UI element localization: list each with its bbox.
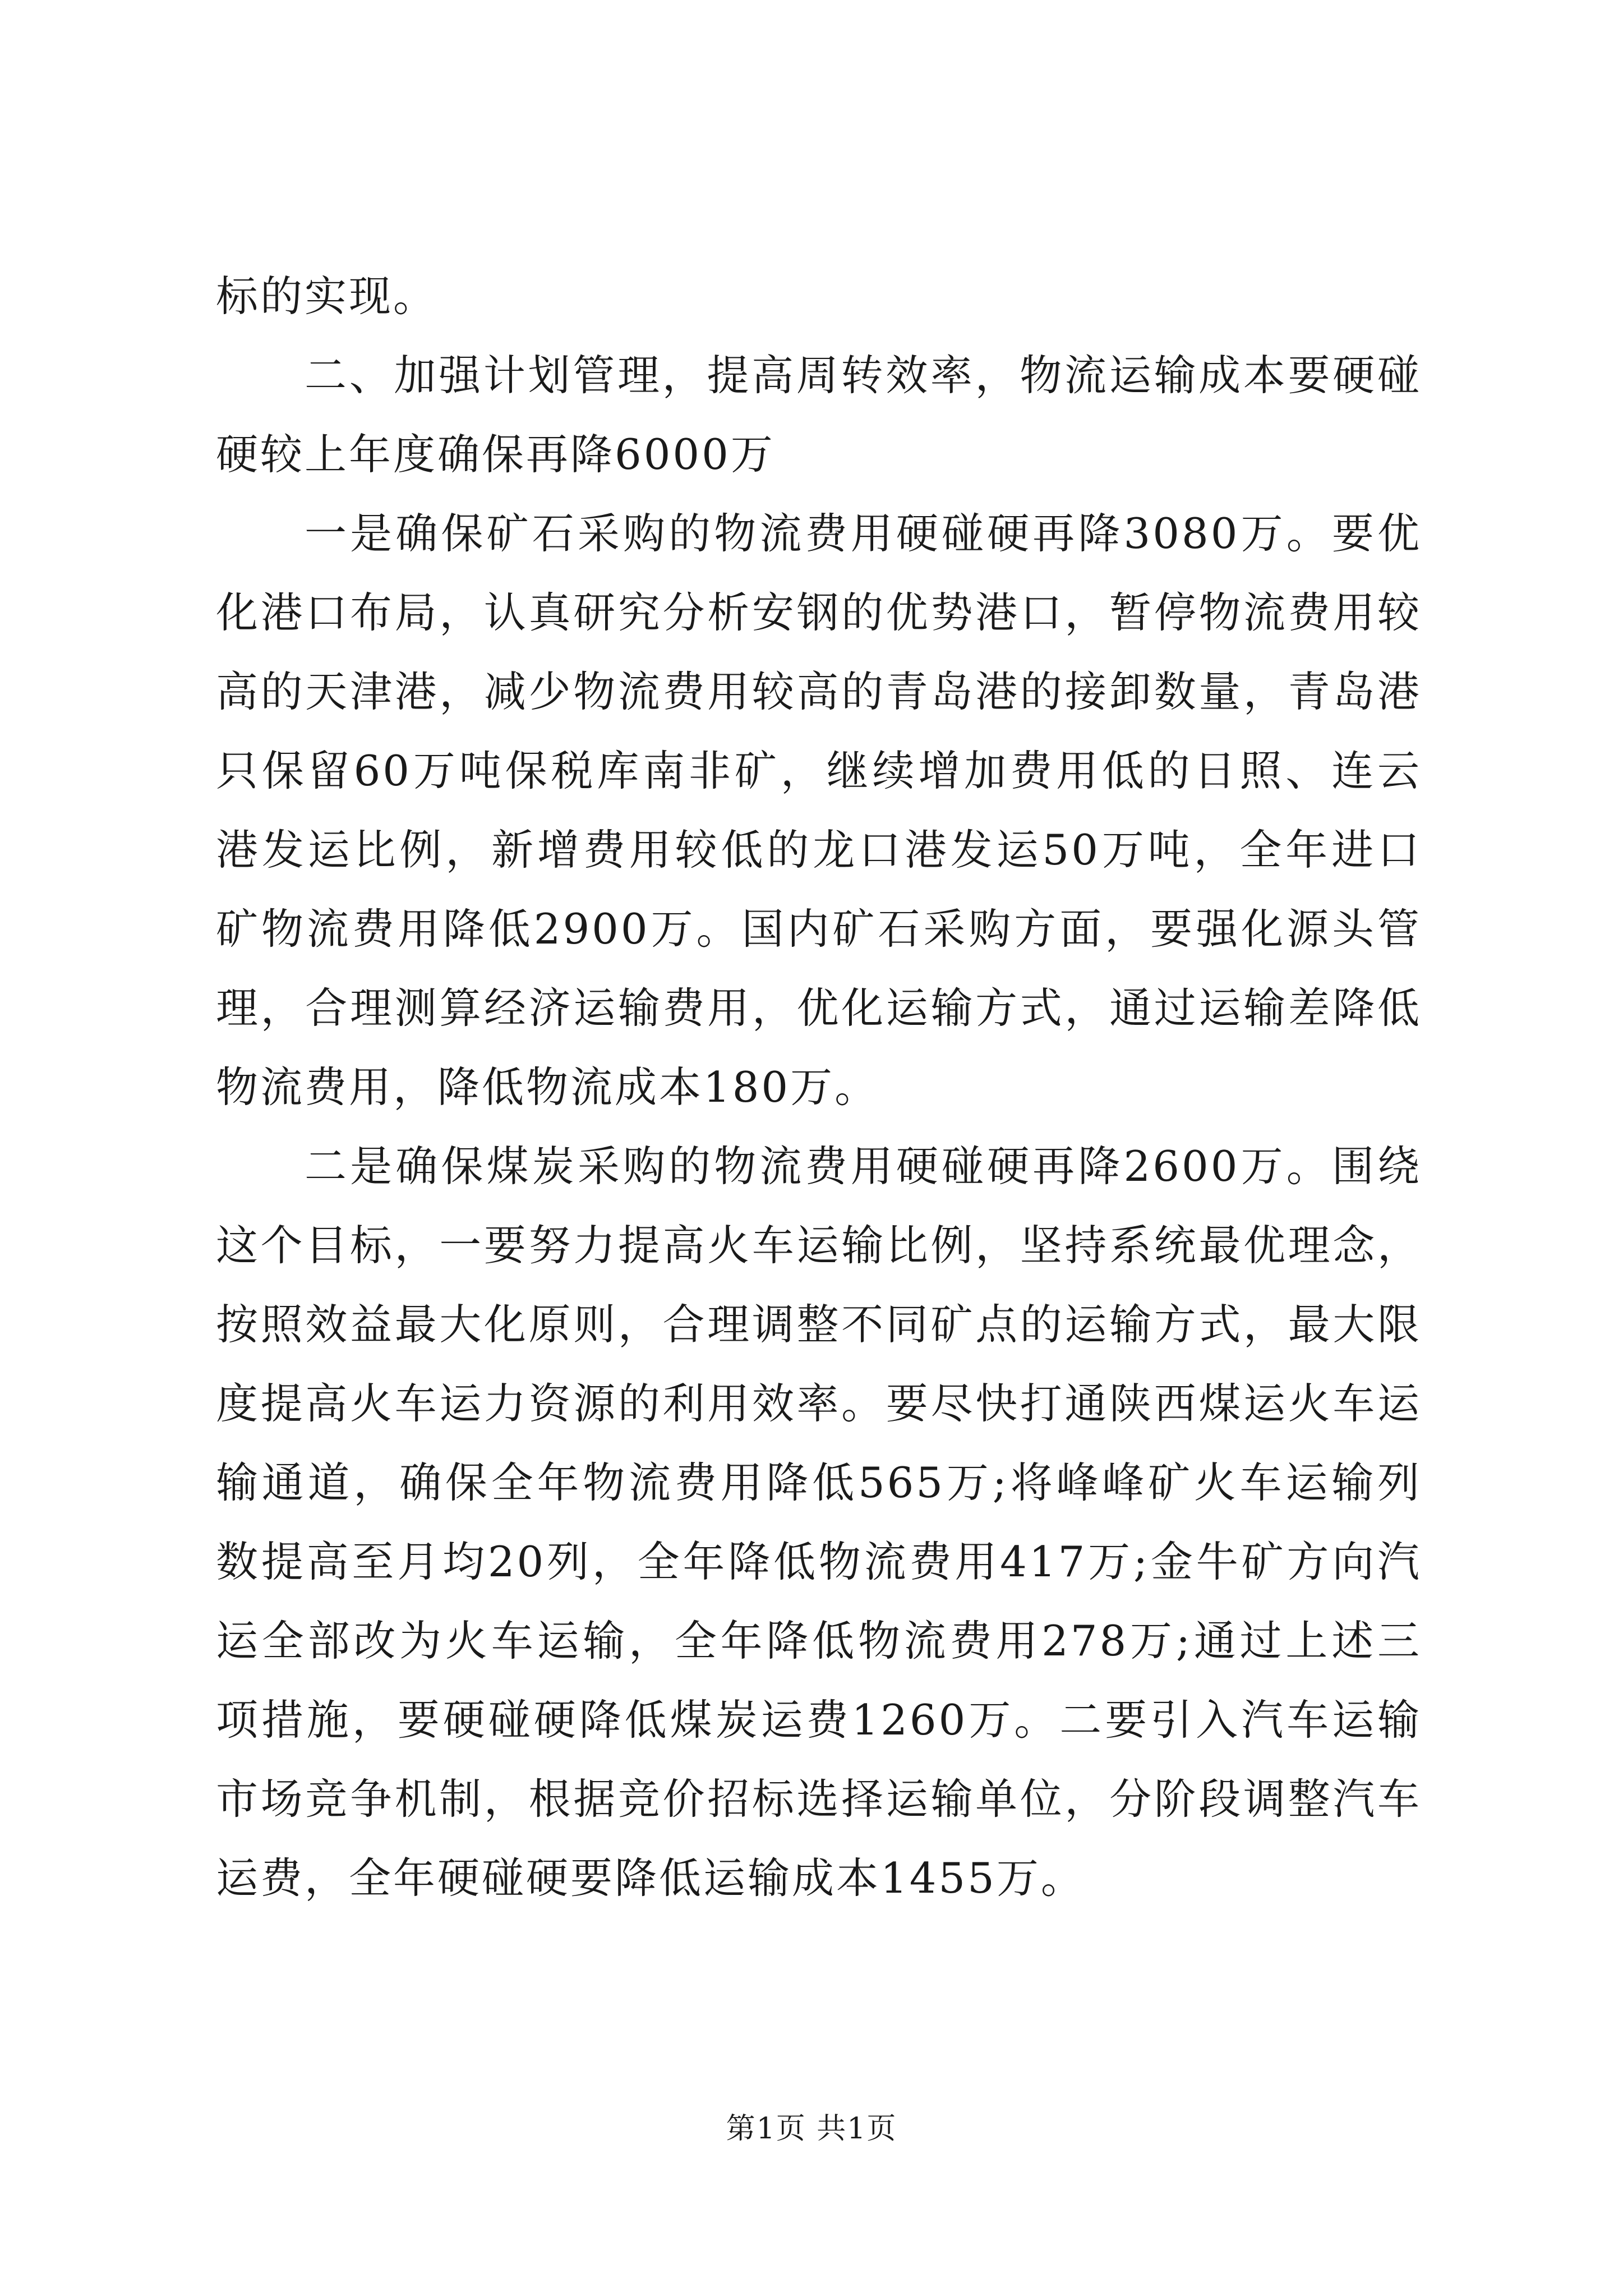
page-footer: 第1页 共1页 (726, 2112, 897, 2146)
paragraph-continuation: 标的实现。 (216, 272, 438, 321)
paragraph-ore-logistics: 一是确保矿石采购的物流费用硬碰硬再降3080万。要优化港口布局，认真研究分析安钢的优势港口，暂停物流费用较高的天津港，减少物流费用较高的青岛港的接卸数量，青岛港只保留60万吨保税库南非矿，继续增加费用低的日照、连云港发运比例，新增费用较低的龙口港发运50万吨，全年进口矿物流费用降低2900万。国内矿石采购方面，要强化源头管理，合理测算经济运输费用，优化运输方式，通过运输差降低物流费用，降低物流成本180万。 (216, 509, 1422, 1112)
section-heading: 二、加强计划管理，提高周转效率，物流运输成本要硬碰硬较上年度确保再降6000万 (216, 351, 1422, 479)
document-body (216, 257, 1422, 1918)
paragraph-coal-logistics: 二是确保煤炭采购的物流费用硬碰硬再降2600万。围绕这个目标，一要努力提高火车运输比例，坚持系统最优理念，按照效益最大化原则，合理调整不同矿点的运输方式，最大限度提高火车运力资源的利用效率。要尽快打通陕西煤运火车运输通道，确保全年物流费用降低565万;将峰峰矿火车运输列数提高至月均20列，全年降低物流费用417万;金牛矿方向汽运全部改为火车运输，全年降低物流费用278万;通过上述三项措施，要硬碰硬降低煤炭运费1260万。二要引入汽车运输市场竞争机制，根据竞价招标选择运输单位，分阶段调整汽车运费，全年硬碰硬要降低运输成本1455万。 (216, 1142, 1422, 1903)
